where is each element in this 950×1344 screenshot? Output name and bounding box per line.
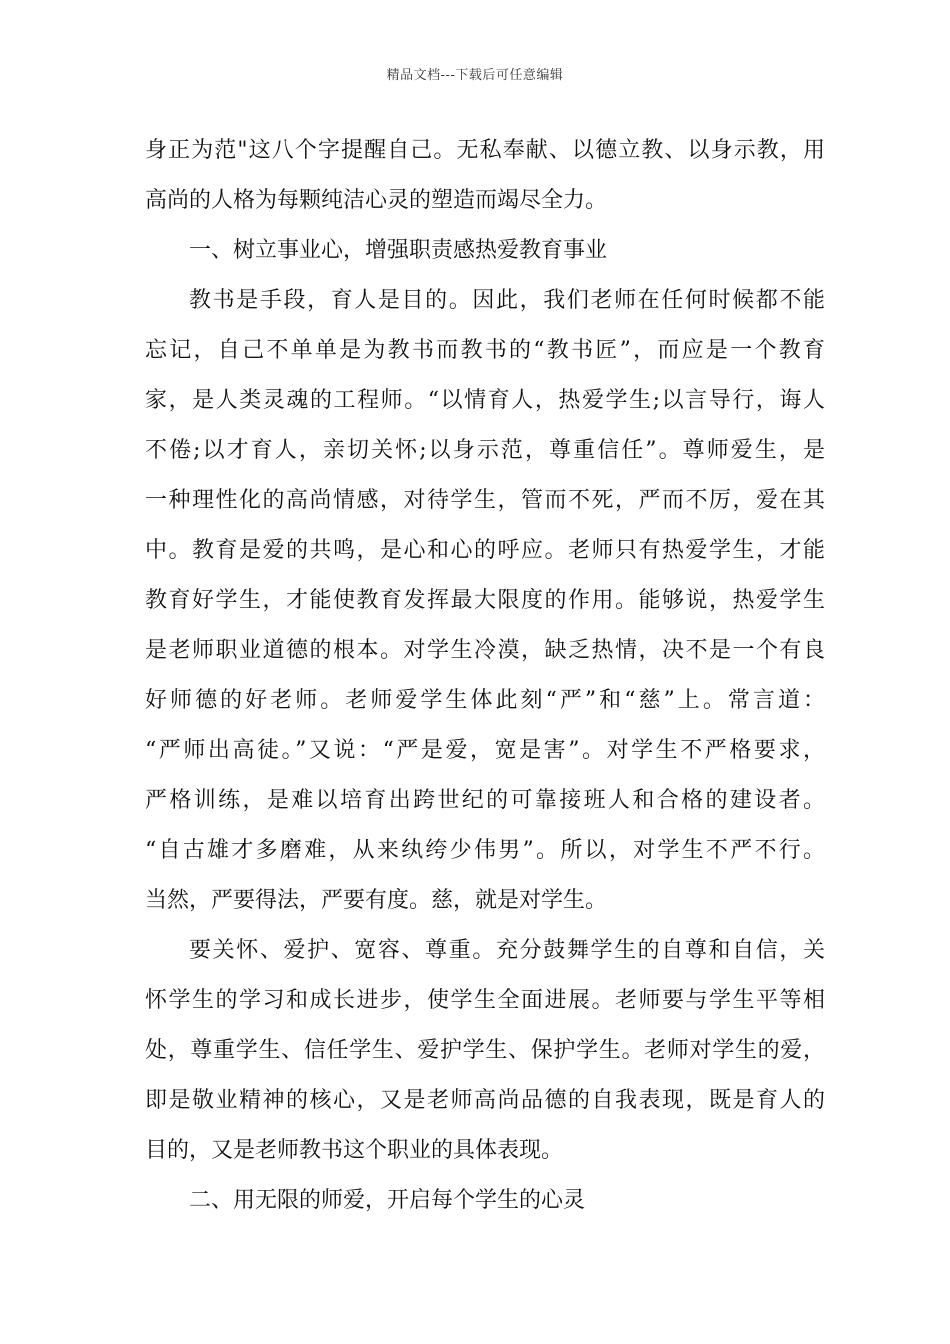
paragraph-3-line-2: 忘记，自己不单单是为教书而教书的“教书匠”，而应是一个教育 — [145, 338, 825, 363]
paragraph-3-line-7: 教育好学生，才能使教育发挥最大限度的作用。能够说，热爱学生 — [145, 588, 825, 613]
paragraph-3-line-5: 一种理性化的高尚情感，对待学生，管而不死，严而不厉，爱在其 — [145, 488, 825, 513]
paragraph-4-line-5: 目的，又是老师教书这个职业的具体表现。 — [145, 1138, 564, 1163]
section-heading-2: 二、用无限的师爱，开启每个学生的心灵 — [189, 1188, 586, 1213]
paragraph-3-line-9: 好师德的好老师。老师爱学生体此刻“严”和“慈”上。常言道： — [145, 688, 825, 713]
paragraph-4-line-2: 怀学生的学习和成长进步，使学生全面进展。老师要与学生平等相 — [145, 988, 825, 1013]
paragraph-3-line-3: 家，是人类灵魂的工程师。“以情育人，热爱学生;以言导行，诲人 — [145, 388, 825, 413]
paragraph-3-line-4: 不倦;以才育人，亲切关怀;以身示范，尊重信任”。尊师爱生，是 — [145, 438, 825, 463]
paragraph-3-line-8: 是老师职业道德的根本。对学生冷漠，缺乏热情，决不是一个有良 — [145, 638, 825, 663]
paragraph-4-line-1: 要关怀、爱护、宽容、尊重。充分鼓舞学生的自尊和自信，关 — [189, 938, 825, 963]
paragraph-3-line-1: 教书是手段，育人是目的。因此，我们老师在任何时候都不能 — [189, 288, 825, 313]
paragraph-1-line-1: 身正为范"这八个字提醒自己。无私奉献、以德立教、以身示教，用 — [145, 138, 825, 163]
paragraph-3-line-10: “严师出高徒。”又说：“严是爱，宽是害”。对学生不严格要求， — [145, 738, 825, 763]
paragraph-3-line-13: 当然，严要得法，严要有度。慈，就是对学生。 — [145, 888, 608, 913]
page-header: 精品文档---下载后可任意编辑 — [386, 68, 564, 83]
paragraph-3-line-12: “自古雄才多磨难，从来纨绔少伟男”。所以，对学生不严不行。 — [145, 838, 825, 863]
section-heading-1: 一、树立事业心，增强职责感热爱教育事业 — [189, 238, 608, 263]
document-body — [145, 126, 825, 1226]
paragraph-4-line-3: 处，尊重学生、信任学生、爱护学生、保护学生。老师对学生的爱， — [145, 1038, 825, 1063]
paragraph-3-line-11: 严格训练，是难以培育出跨世纪的可靠接班人和合格的建设者。 — [145, 788, 825, 813]
paragraph-4-line-4: 即是敬业精神的核心，又是老师高尚品德的自我表现，既是育人的 — [145, 1088, 825, 1113]
paragraph-1-line-2: 高尚的人格为每颗纯洁心灵的塑造而竭尽全力。 — [145, 188, 608, 213]
paragraph-3-line-6: 中。教育是爱的共鸣，是心和心的呼应。老师只有热爱学生，才能 — [145, 538, 825, 563]
